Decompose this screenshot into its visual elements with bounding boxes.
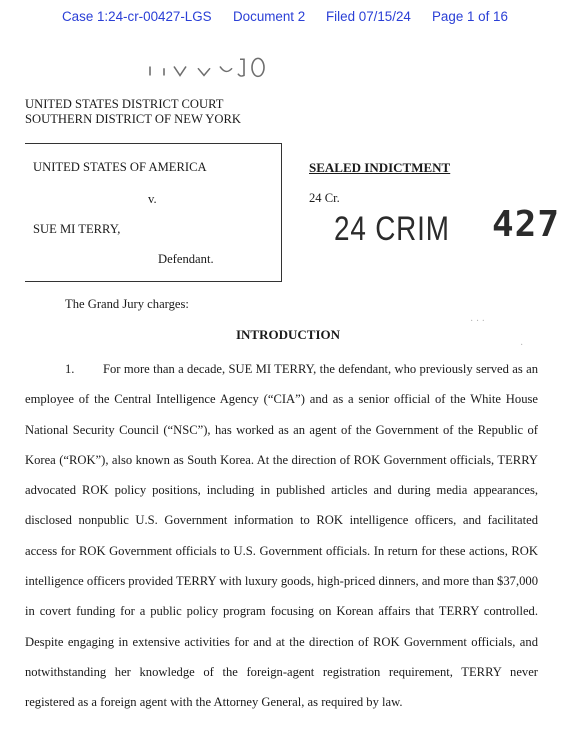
crim-stamp: 24 CRIM [334,210,450,248]
defendant-name: SUE MI TERRY, [33,222,121,236]
versus-label: v. [148,192,157,206]
court-line-1: UNITED STATES DISTRICT COURT [25,97,224,111]
scan-speck: · · · [470,316,485,327]
crim-number: 427 [492,204,561,245]
filed-date: Filed 07/15/24 [326,9,411,24]
court-name [25,97,241,127]
plaintiff-name: UNITED STATES OF AMERICA [33,160,207,174]
defendant-label: Defendant. [158,252,214,266]
original-stamp-graphic [146,56,268,79]
scan-speck: · [520,340,524,351]
grand-jury-line: The Grand Jury charges: [65,297,189,311]
paragraph-number: 1. [65,362,75,376]
section-heading: INTRODUCTION [235,327,340,342]
paragraph-1 [25,354,538,718]
sealed-indictment-title: SEALED INDICTMENT [309,160,451,175]
document-number: Document 2 [233,9,306,24]
paragraph-text: For more than a decade, SUE MI TERRY, the defendant, who previously served as an employee of the Central Intelligence Agency (“CIA”) and as a senior official of the White House National Security Council (“NSC”), has worked as an agent of the Government of the Republic of Korea (“ROK”), also known as South Korea. At the direction of ROK Government officials, TERRY advocated ROK policy positions, including in published articles and during media appearances, disclosed nonpublic U.S. Government information to ROK intelligence officers, and facilitated access for ROK Government officials to U.S. Government officials. In return for these actions, ROK intelligence officers provided TERRY with luxury goods, high-priced dinners, and more than $37,000 in covert funding for a public policy program focusing on Korean affairs that TERRY controlled. Despite engaging in extensive activities for and at the direction of ROK Government officials, and notwithstanding her knowledge of the foreign-agent registration requirement, TERRY never registered as a foreign agent with the Attorney General, as required by law. [25,362,538,710]
court-line-2: SOUTHERN DISTRICT OF NEW YORK [25,112,241,126]
cr-number-prefix: 24 Cr. [309,191,340,205]
page-indicator: Page 1 of 16 [432,9,508,24]
original-stamp [146,56,268,86]
case-number: Case 1:24-cr-00427-LGS [62,9,212,24]
